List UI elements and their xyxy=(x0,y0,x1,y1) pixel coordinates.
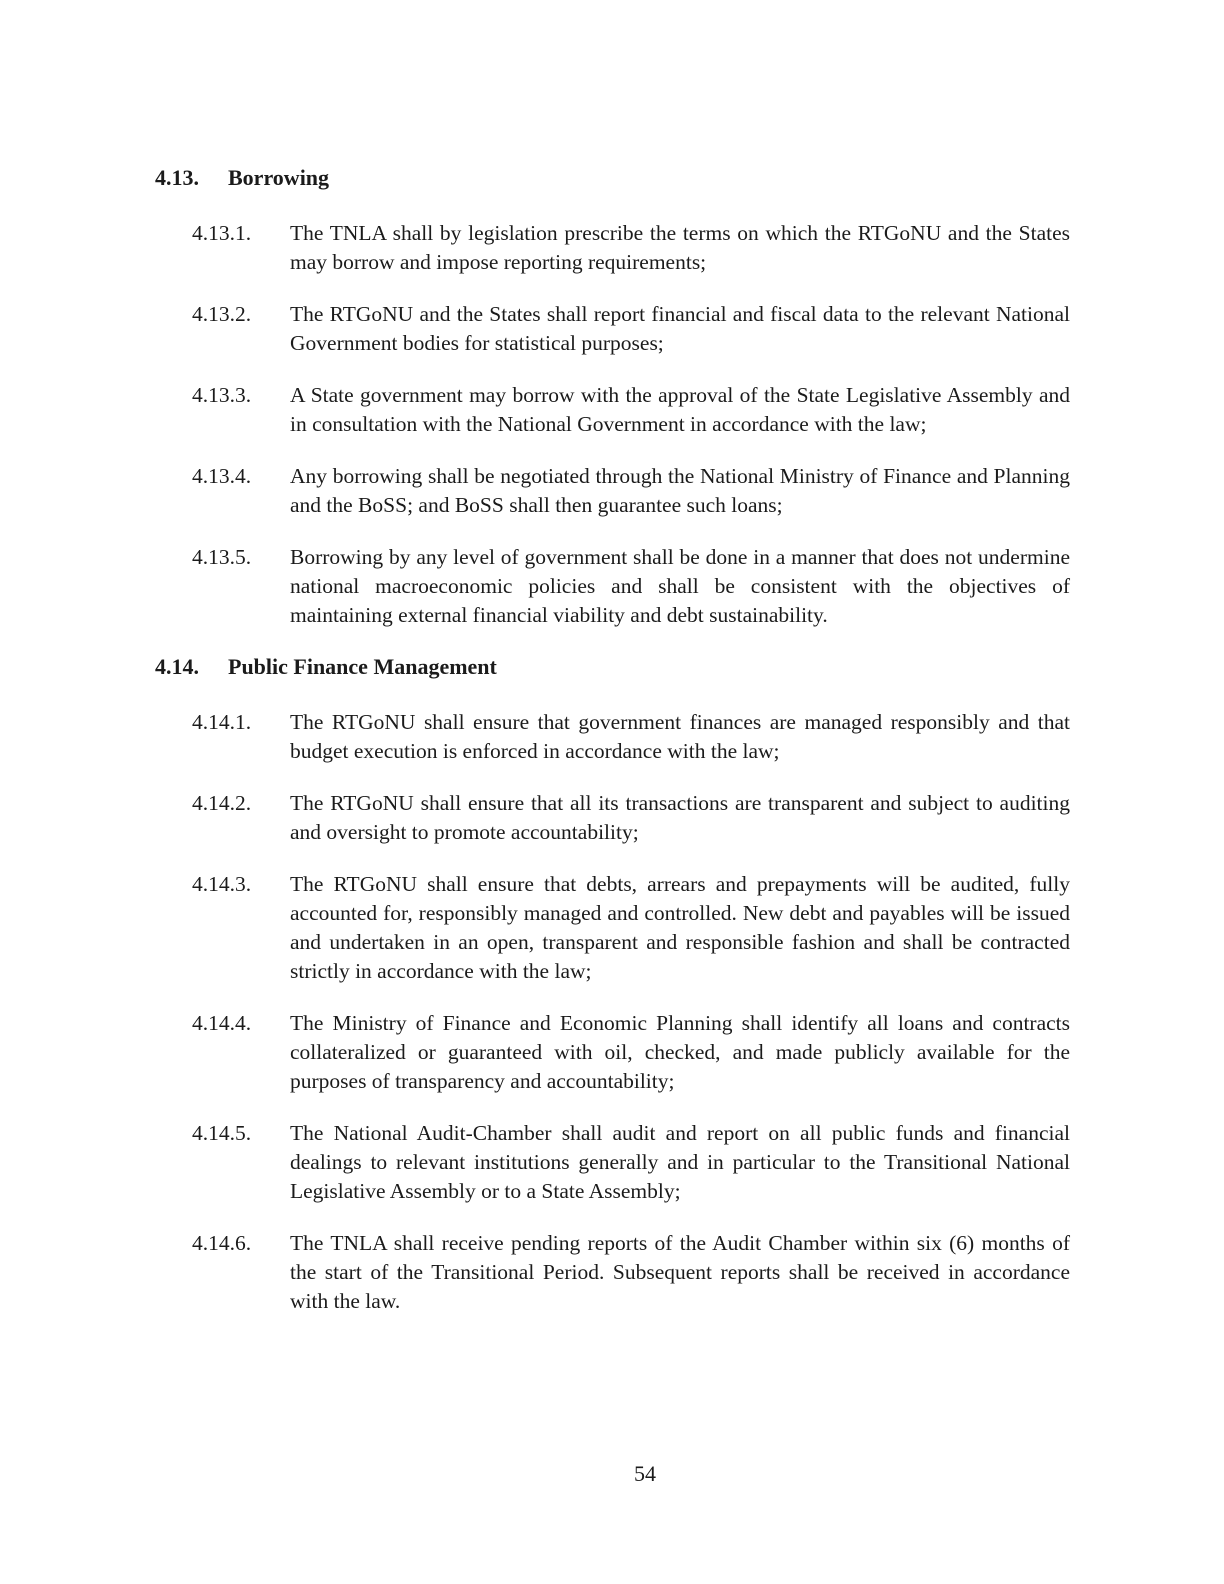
clause-text: Borrowing by any level of government shall be done in a manner that does not undermine national macroeconomic policies and shall be consistent with the objectives of maintaining external financial viability and debt sustainability. xyxy=(290,545,1070,627)
clause-number: 4.14.1. xyxy=(192,710,252,734)
section-title: Borrowing xyxy=(228,165,330,190)
clause-number: 4.13.3. xyxy=(192,383,252,407)
clause-text: The TNLA shall receive pending reports of the Audit Chamber within six (6) months of the start of the Transitional Period. Subsequent reports shall be received in accordance with the law. xyxy=(290,1231,1070,1313)
clause-item xyxy=(192,1119,1070,1206)
clause-number: 4.13.1. xyxy=(192,221,252,245)
clause-text: The RTGoNU shall ensure that all its transactions are transparent and subject to auditing and oversight to promote accountability; xyxy=(290,791,1070,844)
document-section xyxy=(155,652,1070,1316)
clause-text: A State government may borrow with the approval of the State Legislative Assembly and in consultation with the National Government in accordance with the law; xyxy=(290,383,1070,436)
clause-number: 4.14.2. xyxy=(192,791,252,815)
clause-item xyxy=(192,219,1070,277)
clause-item xyxy=(192,708,1070,766)
clause-text: The RTGoNU shall ensure that government finances are managed responsibly and that budget execution is enforced in accordance with the law; xyxy=(290,710,1070,763)
clause-item xyxy=(192,381,1070,439)
section-heading xyxy=(155,652,1070,682)
clause-item xyxy=(192,543,1070,630)
clause-text: The RTGoNU shall ensure that debts, arrears and prepayments will be audited, fully accounted for, responsibly managed and controlled. New debt and payables will be issued and undertaken in an open, transparent and responsible fashion and shall be contracted strictly in accordance with the law; xyxy=(290,872,1070,983)
clause-item xyxy=(192,462,1070,520)
document-section xyxy=(155,163,1070,630)
section-clauses xyxy=(192,219,1070,630)
clause-item xyxy=(192,1009,1070,1096)
section-clauses xyxy=(192,708,1070,1316)
clause-text: The TNLA shall by legislation prescribe the terms on which the RTGoNU and the States may borrow and impose reporting requirements; xyxy=(290,221,1070,274)
clause-number: 4.14.6. xyxy=(192,1231,252,1255)
clause-text: Any borrowing shall be negotiated through the National Ministry of Finance and Planning and the BoSS; and BoSS shall then guarantee such loans; xyxy=(290,464,1070,517)
clause-number: 4.14.4. xyxy=(192,1011,252,1035)
clause-number: 4.13.2. xyxy=(192,302,252,326)
clause-number: 4.13.4. xyxy=(192,464,252,488)
clause-item xyxy=(192,1229,1070,1316)
section-number: 4.14. xyxy=(155,654,199,679)
clause-text: The Ministry of Finance and Economic Planning shall identify all loans and contracts collateralized or guaranteed with oil, checked, and made publicly available for the purposes of transparency and accountability; xyxy=(290,1011,1070,1093)
clause-item xyxy=(192,789,1070,847)
page-footer xyxy=(66,1461,1224,1487)
clause-number: 4.14.5. xyxy=(192,1121,252,1145)
section-title: Public Finance Management xyxy=(228,654,497,679)
page-number: 54 xyxy=(634,1461,656,1486)
section-heading xyxy=(155,163,1070,193)
clause-item xyxy=(192,300,1070,358)
clause-item xyxy=(192,870,1070,986)
section-number: 4.13. xyxy=(155,165,199,190)
clause-text: The National Audit-Chamber shall audit and report on all public funds and financial dealings to relevant institutions generally and in particular to the Transitional National Legislative Assembly or to a State Assembly; xyxy=(290,1121,1070,1203)
clause-text: The RTGoNU and the States shall report financial and fiscal data to the relevant National Government bodies for statistical purposes; xyxy=(290,302,1070,355)
document-body xyxy=(155,163,1070,1316)
clause-number: 4.13.5. xyxy=(192,545,252,569)
clause-number: 4.14.3. xyxy=(192,872,252,896)
